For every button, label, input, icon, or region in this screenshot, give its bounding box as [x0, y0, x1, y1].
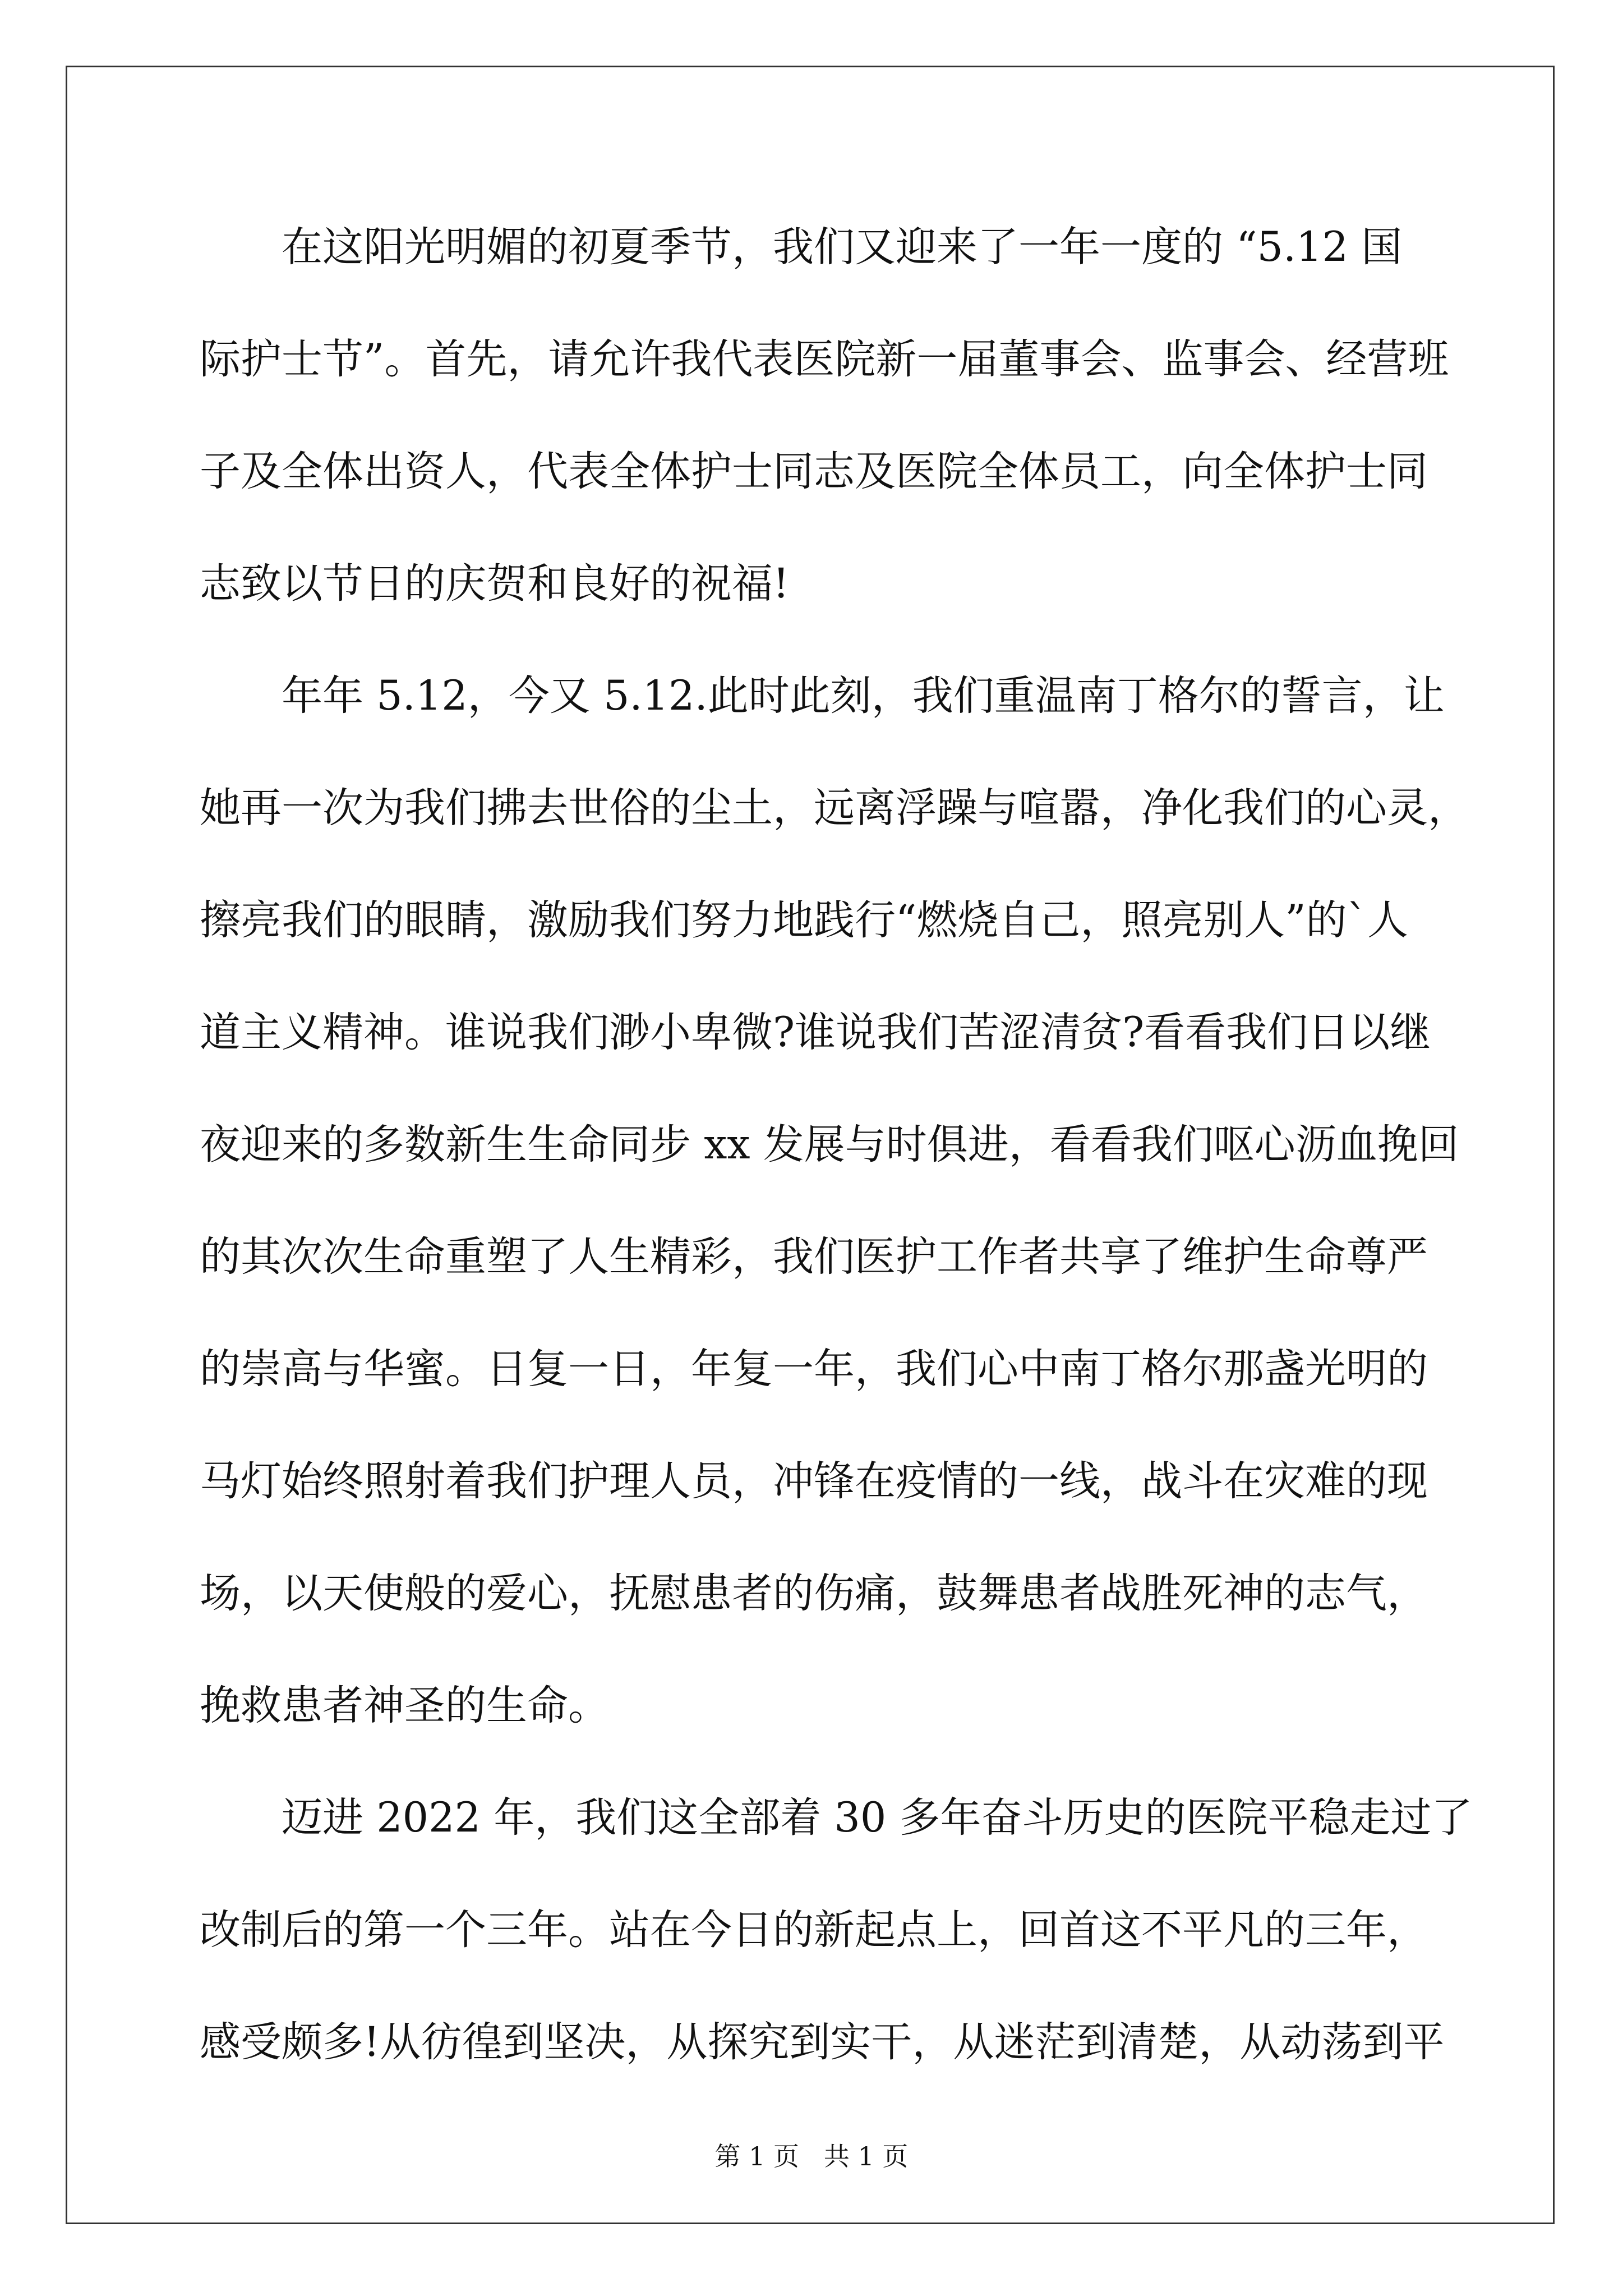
page-footer: 第 1 页 共 1 页	[714, 2141, 909, 2171]
text-line: 感受颇多!从彷徨到坚决，从探究到实干，从迷茫到清楚，从动荡到平	[200, 2018, 1445, 2066]
text-line: 在这阳光明媚的初夏季节，我们又迎来了一年一度的 “5.12 国	[282, 223, 1403, 271]
text-line: 际护士节”。首先，请允许我代表医院新一届董事会、监事会、经营班	[200, 335, 1449, 383]
text-line: 的崇高与华蜜。日复一日，年复一年，我们心中南丁格尔那盏光明的	[200, 1345, 1428, 1393]
text-line: 迈进 2022 年，我们这全部着 30 多年奋斗历史的医院平稳走过了	[282, 1794, 1473, 1842]
text-line: 志致以节日的庆贺和良好的祝福!	[200, 560, 790, 608]
text-line: 擦亮我们的眼睛，激励我们努力地践行“燃烧自己，照亮别人”的`人	[200, 896, 1409, 944]
text-line: 她再一次为我们拂去世俗的尘土，远离浮躁与喧嚣，净化我们的心灵，	[200, 784, 1469, 832]
text-line: 马灯始终照射着我们护理人员，冲锋在疫情的一线，战斗在灾难的现	[200, 1457, 1428, 1505]
text-line: 夜迎来的多数新生生命同步 xx 发展与时俱进，看看我们呕心沥血挽回	[200, 1121, 1459, 1168]
text-line: 场，以天使般的爱心，抚慰患者的伤痛，鼓舞患者战胜死神的志气，	[200, 1570, 1428, 1617]
text-line: 的其次次生命重塑了人生精彩，我们医护工作者共享了维护生命尊严	[200, 1233, 1428, 1281]
text-line: 挽救患者神圣的生命。	[200, 1682, 609, 1729]
text-line: 改制后的第一个三年。站在今日的新起点上，回首这不平凡的三年，	[200, 1906, 1428, 1954]
text-line: 年年 5.12，今又 5.12.此时此刻，我们重温南丁格尔的誓言，让	[282, 672, 1445, 720]
text-line: 子及全体出资人，代表全体护士同志及医院全体员工，向全体护士同	[200, 448, 1428, 495]
text-line: 道主义精神。谁说我们渺小卑微?谁说我们苦涩清贫?看看我们日以继	[200, 1009, 1431, 1056]
